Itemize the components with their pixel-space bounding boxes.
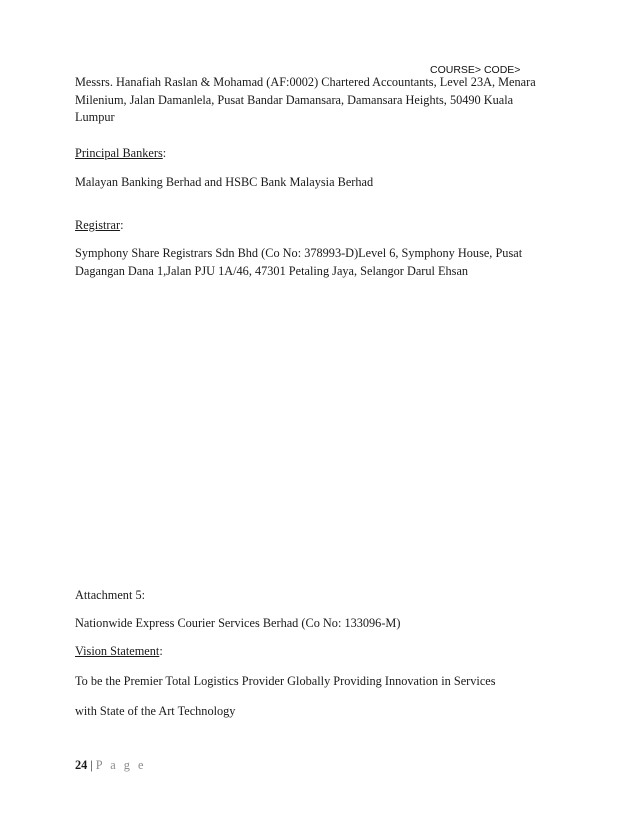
page-footer	[75, 758, 146, 773]
principal-bankers-colon: :	[162, 146, 167, 160]
page-number: 24	[75, 758, 88, 772]
registrar-heading-text: Registrar	[75, 218, 121, 232]
attachment-company: Nationwide Express Courier Services Berhad (Co No: 133096-M)	[75, 616, 401, 630]
registrar-text: Symphony Share Registrars Sdn Bhd (Co No: 378993-D)Level 6, Symphony House, Pusat Dagangan Dana 1,Jalan PJU 1A/46, 47301 Petaling Jaya, Selangor Darul Ehsan	[75, 246, 523, 278]
vision-colon: :	[159, 644, 163, 658]
page-label: P a g e	[95, 758, 146, 772]
registrar-colon: :	[120, 218, 124, 232]
principal-bankers-heading	[75, 145, 553, 163]
vision-heading	[75, 643, 553, 661]
registrar-heading	[75, 217, 553, 235]
principal-bankers-text: Malayan Banking Berhad and HSBC Bank Malaysia Berhad	[75, 175, 374, 189]
attachment-title: Attachment 5:	[75, 588, 146, 602]
vision-heading-text: Vision Statement	[75, 644, 160, 658]
principal-bankers-heading-text: Principal Bankers	[75, 146, 163, 160]
auditors-paragraph: Messrs. Hanafiah Raslan & Mohamad (AF:0002) Chartered Accountants, Level 23A, Menara Milenium, Jalan Damanlela, Pusat Bandar Damansara, Damansara Heights, 50490 Kuala Lumpur	[75, 75, 536, 124]
vision-line-2: with State of the Art Technology	[75, 704, 236, 718]
header-course-code: COURSE> CODE>	[430, 64, 521, 76]
footer-separator: |	[90, 758, 93, 772]
vision-line-1: To be the Premier Total Logistics Provider Globally Providing Innovation in Services	[75, 674, 496, 688]
